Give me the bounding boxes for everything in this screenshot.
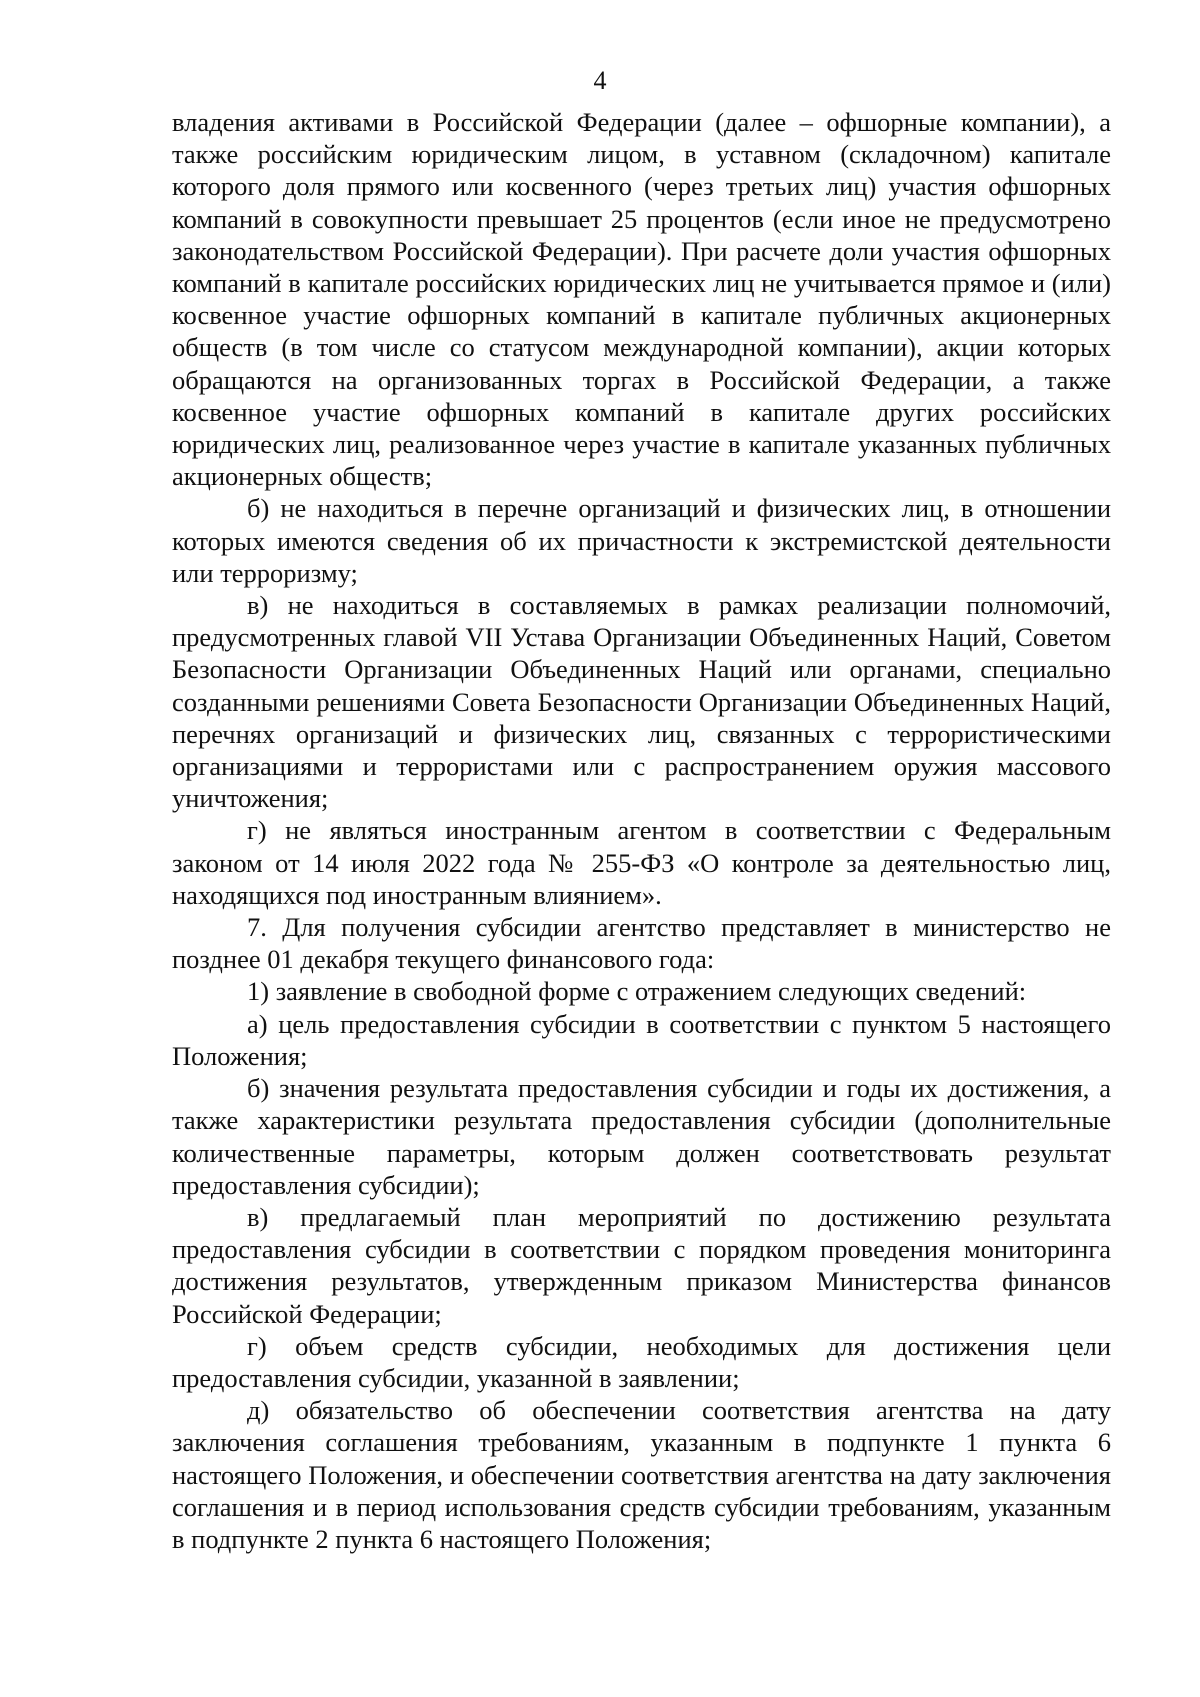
- paragraph-item-b-2: б) значения результата предоставления субсидии и годы их достижения, а также характеристики результата предоставления субсидии (дополнительные количественные параметры, которым должен соответствовать результат предоставления субсидии);: [172, 1073, 1111, 1200]
- paragraph-clause-7: 7. Для получения субсидии агентство представляет в министерство не позднее 01 декабря текущего финансового года:: [172, 912, 1111, 975]
- paragraph-item-v: в) не находиться в составляемых в рамках реализации полномочий, предусмотренных главой VII Устава Организации Объединенных Наций, Советом Безопасности Организации Объединенных Наций или органами, специально созданными решениями Совета Безопасности Организации Объединенных Наций, перечнях организаций и физических лиц, связанных с террористическими организациями и террористами или с распространением оружия массового уничтожения;: [172, 590, 1111, 814]
- paragraph-item-g: г) не являться иностранным агентом в соответствии с Федеральным законом от 14 июля 2022 года № 255-ФЗ «О контроле за деятельностью лиц, находящихся под иностранным влиянием».: [172, 815, 1111, 910]
- paragraph-item-a: а) цель предоставления субсидии в соответствии с пунктом 5 настоящего Положения;: [172, 1008, 1111, 1071]
- paragraph-item-b: б) не находиться в перечне организаций и физических лиц, в отношении которых имеются сведения об их причастности к экстремистской деятельности или терроризму;: [172, 493, 1111, 588]
- paragraph-item-v-2: в) предлагаемый план мероприятий по достижению результата предоставления субсидии в соответствии с порядком проведения мониторинга достижения результатов, утвержденным приказом Министерства финансов Российской Федерации;: [172, 1201, 1111, 1329]
- paragraph-subclause-1: 1) заявление в свободной форме с отражением следующих сведений:: [247, 976, 1027, 1007]
- paragraph-item-d: д) обязательство об обеспечении соответствия агентства на дату заключения соглашения требованиям, указанным в подпункте 1 пункта 6 настоящего Положения, и обеспечении соответствия агентства на дату заключения соглашения и в период использования средств субсидии требованиям, указанным в подпункте 2 пункта 6 настоящего Положения;: [172, 1395, 1111, 1554]
- paragraph-item-g-2: г) объем средств субсидии, необходимых для достижения цели предоставления субсидии, указанной в заявлении;: [172, 1330, 1111, 1393]
- paragraph-continuation: владения активами в Российской Федерации (далее – офшорные компании), а также российским юридическим лицом, в уставном (складочном) капитале которого доля прямого или косвенного (через третьих лиц) участия офшорных компаний в совокупности превышает 25 процентов (если иное не предусмотрено законодательством Российской Федерации). При расчете доли участия офшорных компаний в капитале российских юридических лиц не учитывается прямое и (или) косвенное участие офшорных компаний в капитале публичных акционерных обществ (в том числе со статусом международной компании), акции которых обращаются на организованных торгах в Российской Федерации, а также косвенное участие офшорных компаний в капитале других российских юридических лиц, реализованное через участие в капитале указанных публичных акционерных обществ;: [172, 107, 1111, 492]
- document-body: [172, 106, 1111, 1555]
- page-number: 4: [593, 66, 607, 95]
